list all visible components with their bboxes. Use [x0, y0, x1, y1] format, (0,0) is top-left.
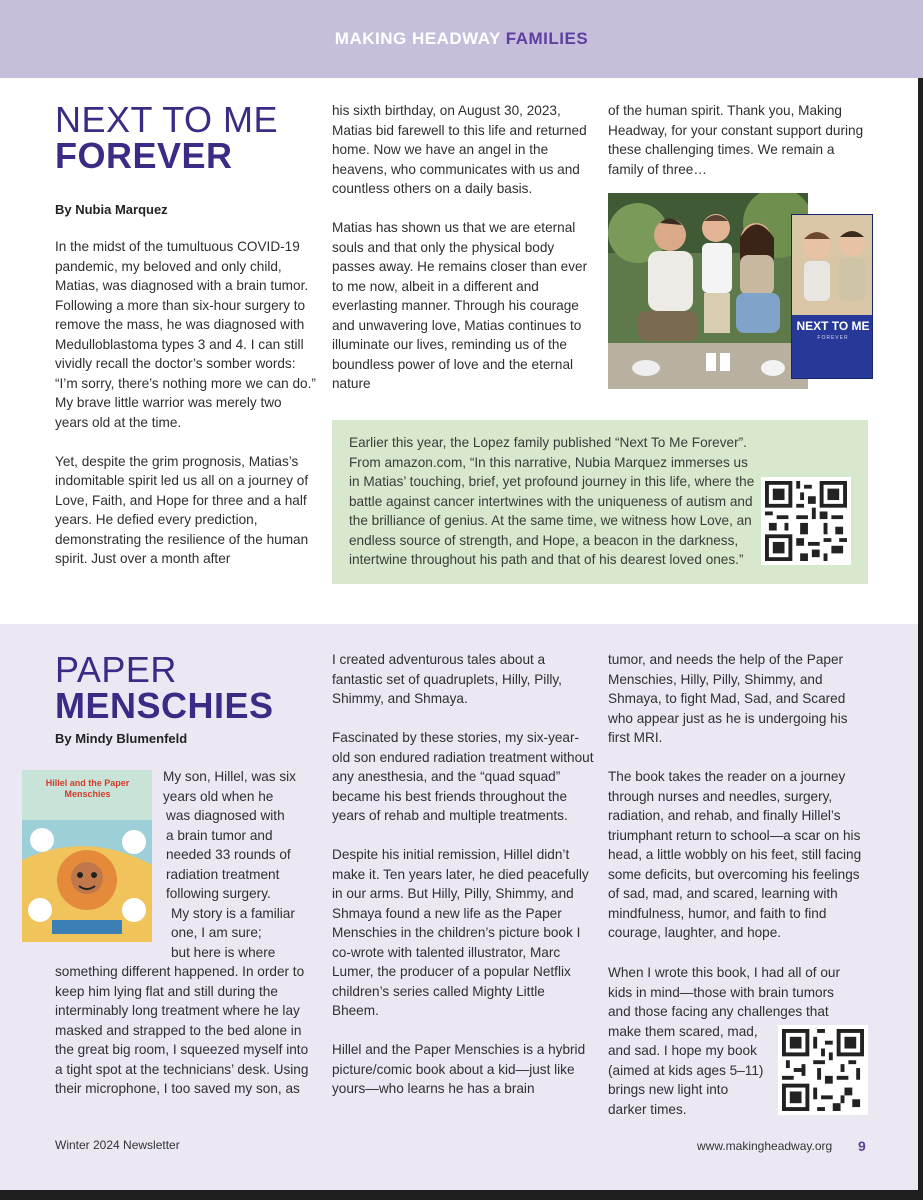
page-number: 9 — [858, 1138, 866, 1154]
paragraph: tumor, and needs the help of the Paper Menschies, Hilly, Pilly, Shimmy, and Shmaya, to fight Mad, Sad, and Scared who appear just as he is undergoing his first MRI. — [608, 652, 848, 745]
paragraph: In the midst of the tumultuous COVID-19 pandemic, my beloved and only child, Matias, was diagnosed with a brain tumor. Following a more than six-hour surgery to remove the mass, he was diagnosed with Medulloblastoma types 3 and 4. I can still vividly recall the doctor’s somber words: “I’m sorry, there’s nothing more we can do.” My brave little warrior was merely two years old at the time. — [55, 239, 316, 430]
article2-title-light: PAPER — [55, 649, 177, 690]
article1-title-bold: FOREVER — [55, 135, 233, 176]
book-cover-title: NEXT TO ME — [796, 319, 870, 333]
text-line: but here is where — [171, 944, 276, 960]
text-line: When I wrote this book, I had all of our — [608, 965, 840, 980]
header-subtitle: FAMILIES — [505, 29, 589, 48]
article1-column-2 — [332, 101, 594, 413]
paragraph: Fascinated by these stories, my six-year-old son endured radiation treatment without any anesthesia, and the “quad squad” became his best friends throughout the years of rehab and multiple treatments. — [332, 730, 594, 823]
book-cover-title: Hillel and the Paper Menschies — [45, 778, 130, 799]
text-line: darker times. — [608, 1101, 687, 1117]
text-line: and those facing any challenges that — [608, 1004, 829, 1019]
text-line: make them scared, mad, — [608, 1023, 758, 1039]
paragraph: The book takes the reader on a journey through nurses and needles, surgery, radiation, and rehab, and finally Hillel’s triumphant return to school—a scar on his head, a little wobbly on his feet, still facing some deficits, but overcoming his feelings of sad, mad, and scared, learning with mindfulness, humor, and faith to find courage, laughter, and hope. — [608, 769, 862, 940]
article2-byline: By Mindy Blumenfeld — [55, 731, 188, 746]
paragraph: of the human spirit. Thank you, Making Headway, for your constant support during these challenging times. We remain a family of three… — [608, 103, 864, 177]
text-line: (aimed at kids ages 5–11) — [608, 1062, 764, 1078]
text-line: needed 33 rounds of — [166, 847, 291, 862]
article2-title-bold: MENSCHIES — [55, 685, 274, 726]
text-line: brings new light into — [608, 1082, 729, 1097]
book-cover-paper-menschies — [22, 770, 152, 942]
paragraph: Yet, despite the grim prognosis, Matias’s indomitable spirit led us all on a journey of Love, Faith, and Hope for three and a half years. He defied every prediction, demonstrating the resilience of the human spirit. Just over a month after — [55, 453, 309, 566]
article1-column-1 — [55, 237, 317, 588]
text-line: My son, Hillel, was six — [163, 769, 296, 784]
callout-text: Earlier this year, the Lopez family published “Next To Me Forever”. From amazon.com, “In this narrative, Nubia Marquez immerses us in Matias’ touching, brief, yet profound journey in this life, where the battle against cancer intertwines with the uniqueness of autism and the brilliance of genius. At the same time, we witness how Love, an endless source of strength, and Hope, a beacon in the darkness, intertwine throughout his path and that of his dearest loved ones.” — [349, 435, 755, 567]
text-line: radiation treatment — [166, 866, 280, 882]
newsletter-header — [0, 0, 923, 78]
article1-column-3 — [608, 101, 870, 199]
header-title: MAKING HEADWAY — [334, 29, 501, 48]
text-line: My story is a familiar — [171, 905, 295, 921]
paragraph: Matias has shown us that we are eternal souls and that only the physical body passes away. He remains closer than ever to me now, albeit in a different and everlasting manner. Through his courage and unwavering love, Matias continues to illuminate our lives, reminding us of the boundless power of love and the eternal nature — [332, 220, 588, 391]
text-line: a brain tumor and — [166, 827, 273, 843]
page-bottom-edge — [0, 1190, 923, 1200]
text-line: years old when he — [163, 788, 274, 804]
paragraph: Hillel and the Paper Menschies is a hybrid picture/comic book about a kid—just like yours—who learns he has a brain — [332, 1042, 586, 1096]
text-line: was diagnosed with — [166, 808, 285, 823]
paragraph: Despite his initial remission, Hillel didn’t make it. Ten years later, he died peacefully in our arms. But Hilly, Pilly, Shimmy, and Shmaya found a new life as the Paper Menschies in the children’s picture book I co-wrote with talented illustrator, Marc Lumer, the producer of a popular Netflix children’s series called Mighty Little Bheem. — [332, 847, 589, 1018]
footer-website-link[interactable]: www.makingheadway.org — [697, 1139, 833, 1153]
article2-column-2 — [332, 650, 594, 1118]
family-photo — [608, 193, 808, 389]
page-edge — [918, 78, 923, 1190]
text-line: following surgery. — [166, 886, 271, 901]
article2-column-3 — [608, 650, 870, 962]
paragraph: something different happened. In order to keep him lying flat and still during the interminably long treatment where he lay masked and strapped to the bed alone in the great big room, I squeezed myself into a tight spot at the technicians’ desk. Using their microphone, I too saved my son, as — [55, 964, 309, 1096]
book-cover-next-to-me-forever — [791, 214, 873, 379]
footer-issue: Winter 2024 Newsletter — [55, 1138, 180, 1152]
text-line: one, I am sure; — [171, 925, 262, 940]
paragraph: I created adventurous tales about a fantastic set of quadruplets, Hilly, Pilly, Shimmy, and Shmaya. — [332, 652, 562, 706]
book-cover-subtitle: FOREVER — [817, 335, 849, 341]
text-line: kids in mind—those with brain tumors — [608, 984, 834, 1000]
qr-code-amazon[interactable] — [761, 477, 851, 565]
article1-title-light: NEXT TO ME — [55, 99, 279, 140]
paragraph: his sixth birthday, on August 30, 2023, Matias bid farewell to this life and returned home. Now we have an angel in the heavens, who communicates with us and countless others on a daily basis. — [332, 103, 587, 196]
qr-code-book[interactable] — [778, 1025, 868, 1115]
article1-byline: By Nubia Marquez — [55, 202, 168, 217]
text-line: and sad. I hope my book — [608, 1043, 757, 1058]
